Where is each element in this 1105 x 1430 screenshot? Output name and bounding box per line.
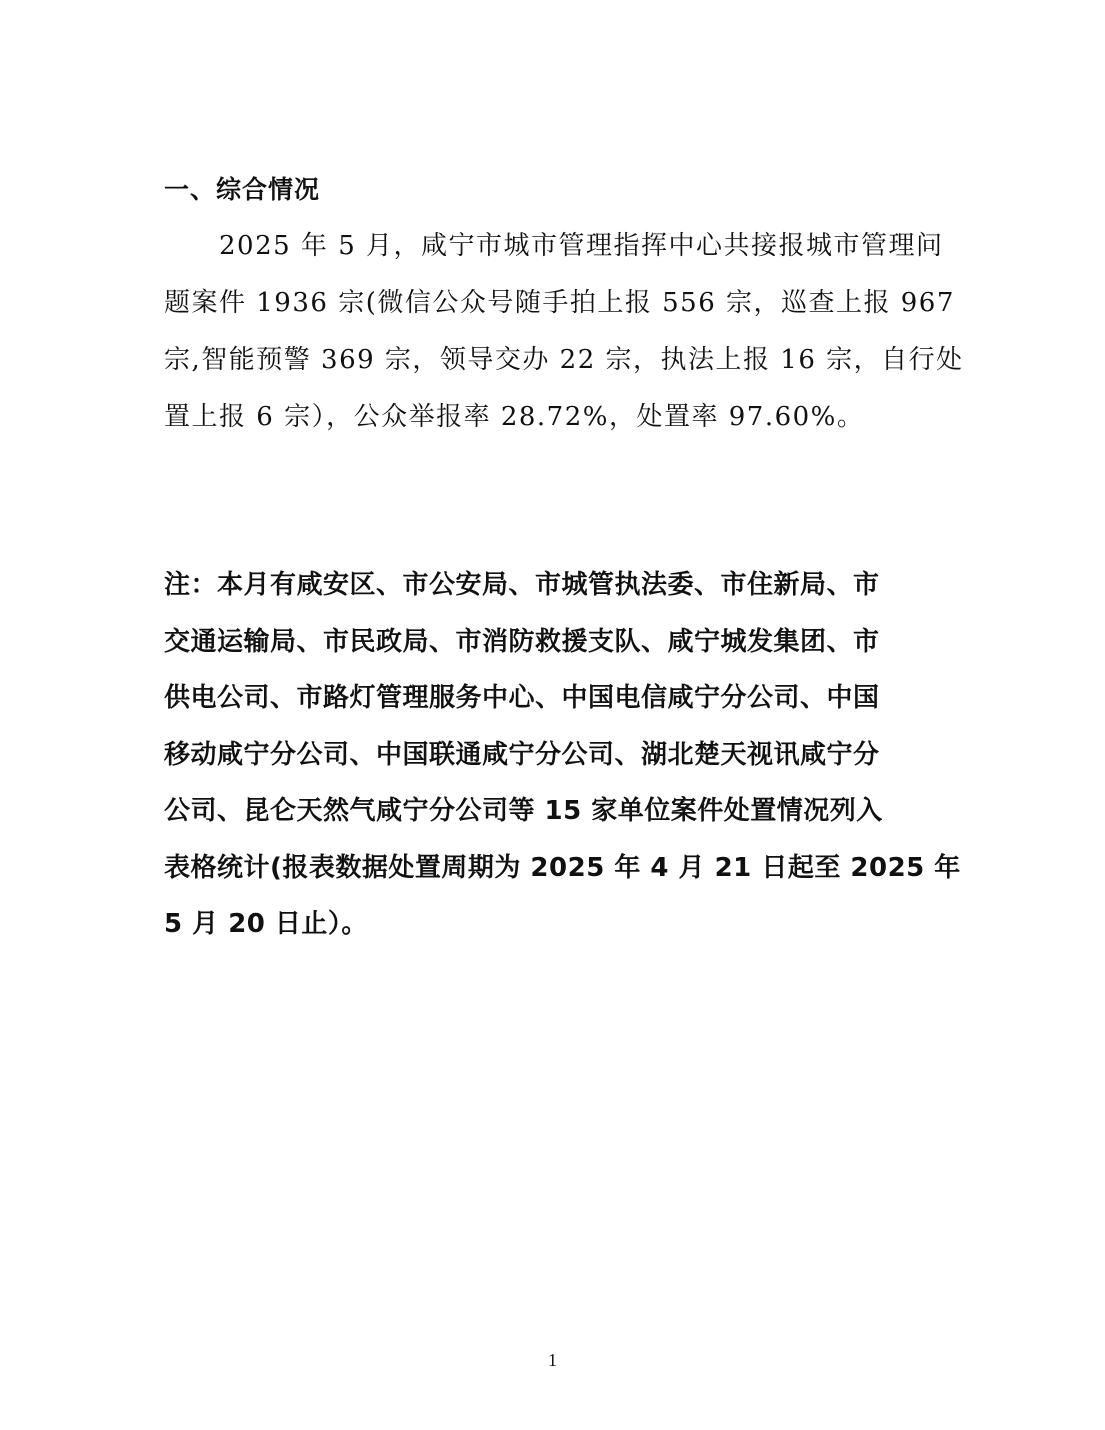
summary-paragraph (164, 218, 964, 446)
note-line: 表格统计(报表数据处置周期为 2025 年 4 月 21 日起至 2025 年 (164, 852, 961, 883)
note-line: 交通运输局、市民政局、市消防救援支队、咸宁城发集团、市 (164, 626, 880, 657)
note-line: 移动咸宁分公司、中国联通咸宁分公司、湖北楚天视讯咸宁分 (164, 739, 880, 770)
note-line: 供电公司、市路灯管理服务中心、中国电信咸宁分公司、中国 (164, 683, 880, 713)
note-line: 5 月 20 日止）。 (164, 909, 368, 939)
note-line: 注：本月有咸安区、市公安局、市城管执法委、市住新局、市 (164, 570, 880, 600)
page-number: 1 (548, 1350, 557, 1370)
note-paragraph (164, 557, 961, 953)
summary-line: 2025 年 5 月，咸宁市城市管理指挥中心共接报城市管理问 (164, 231, 944, 261)
note-line: 公司、昆仑天然气咸宁分公司等 15 家单位案件处置情况列入 (164, 796, 883, 826)
summary-line: 题案件 1936 宗(微信公众号随手拍上报 556 宗，巡查上报 967 (164, 288, 955, 318)
section-heading: 一、综合情况 (164, 175, 321, 204)
summary-line: 宗,智能预警 369 宗，领导交办 22 宗，执法上报 16 宗，自行处 (164, 345, 964, 375)
summary-line: 置上报 6 宗），公众举报率 28.72%，处置率 97.60%。 (164, 402, 865, 432)
